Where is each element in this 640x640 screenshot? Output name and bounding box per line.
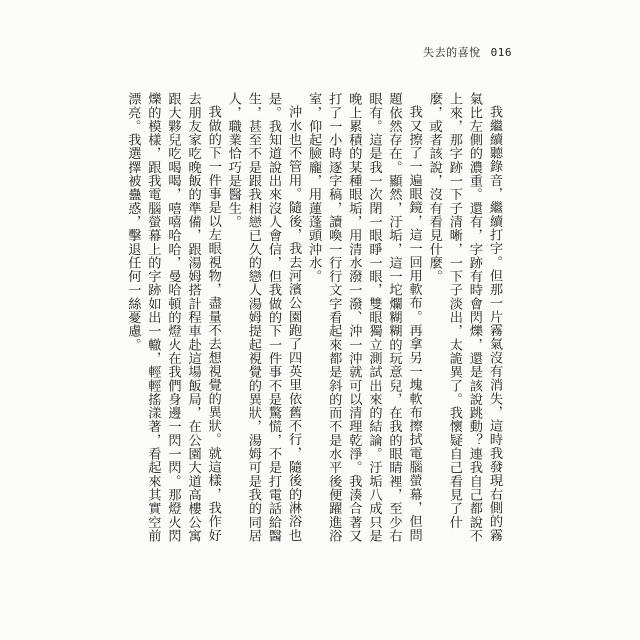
body-text [125, 92, 504, 554]
chapter-title: 失去的喜悅 [423, 46, 481, 59]
paragraph-2: 我又擦了一遍眼鏡，這一回用軟布。再拿另一塊軟布擦拭電腦螢幕，但問題依然存在。顯然，汙垢，這一坨爛糊糊的玩意兒，在我的眼睛裡，至少右眼有。這是我一次閉一眼睜一眼，雙眼獨立測試出來的結論。汙垢八成只是晚上累積的某種眼垢，用清水潑一潑、沖一沖就可以清理乾淨。我湊合著又打了一小時逐字稿，讀喚一行行文字看起來都是斜的而不是水平後便躍進浴室，仰起臉龐，用蓮蓬頭沖水。 [306, 92, 422, 543]
paragraph-4: 我做的下一件事是以左眼視物，盡量不去想視覺的異狀。就這樣，我作好去朋友家吃晚飯的準備，跟湯姆搭計程車赴這場飯局，在公園大道高樓公寓跟大夥兒吃喝喝，嘻嘻哈哈，曼哈頓的燈火在我們身邊一閃一閃。那燈火閃爍的模樣，跟我電腦螢幕上的字跡如出一轍，輕輕搖漾著，看起來其實空前漂亮。我選擇被蠱惑，擊退任何一絲憂慮。 [125, 92, 221, 543]
page-number: 016 [490, 46, 512, 59]
paragraph-3: 沖水也不管用。隨後，我去河濱公園跑了四英里依舊不行，隨後的淋浴也是。我知道說出來沒人會信，但我做的下一件事不是驚慌，不是打電話給醫生，甚至不是跟我相戀已久的戀人湯姆提起視覺的異狀，湯姆可是我的同居人，職業恰巧是醫生。 [225, 92, 302, 543]
paragraph-1: 我繼續聽錄音，繼續打字。但那一片霧氣沒有消失，這時我發現右側的霧氣比左側的濃重。還有，字跡有時會閃爍，還是該說跳動？連我自己都說不上來，那字跡一下子清晰，一下子淡出，太詭異了。我懷疑自己看見了什麼，或者該說，沒有看見什麼。 [426, 92, 502, 543]
running-header [423, 44, 512, 60]
